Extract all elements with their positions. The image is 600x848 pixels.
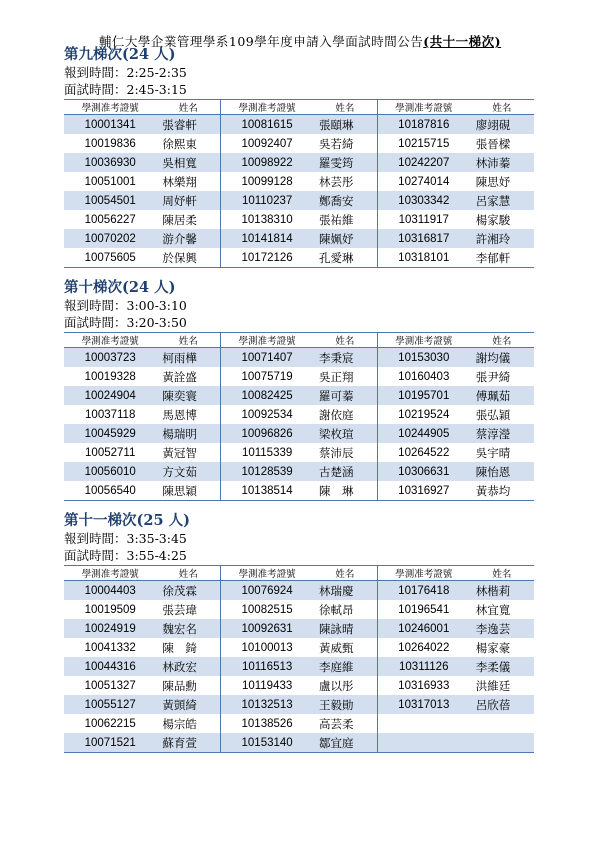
- schedule-table: [64, 565, 534, 753]
- interview-time: 面試時間：3:55-4:25: [64, 548, 187, 563]
- exam-id-cell: 10153030: [377, 348, 469, 368]
- student-name-cell: 楊瑞明: [156, 424, 220, 443]
- header-name: 姓名: [178, 336, 198, 347]
- student-name-cell: 林政宏: [156, 657, 220, 676]
- exam-id-cell: 10071407: [221, 348, 313, 368]
- exam-id-cell: 10036930: [64, 153, 156, 172]
- table-row: [64, 424, 534, 443]
- exam-id-cell: 10019509: [84, 603, 136, 616]
- student-name-cell: 李郁軒: [475, 252, 511, 265]
- header-id: 學測准考證號: [221, 333, 313, 348]
- header-name: 姓名: [335, 103, 355, 114]
- student-name-cell: 陳 琳: [319, 485, 354, 498]
- student-name-cell: 林沛蓁: [470, 153, 534, 172]
- exam-id-cell: 10196541: [377, 600, 469, 619]
- exam-id-cell: 10274014: [377, 172, 469, 191]
- table-body: [64, 581, 534, 753]
- header-id: 學測准考證號: [377, 100, 469, 115]
- header-name: 姓名: [335, 336, 355, 347]
- exam-id-cell: 10098922: [221, 153, 313, 172]
- student-name-cell: 楊家豪: [475, 642, 511, 655]
- table-row: [64, 462, 534, 481]
- student-name-cell: 陳奕寰: [156, 386, 220, 405]
- exam-id-cell: 10264022: [377, 638, 469, 657]
- table-header: [64, 100, 534, 115]
- exam-id-cell: 10099128: [221, 172, 313, 191]
- header-id: 學測准考證號: [221, 566, 313, 581]
- exam-id-cell: 10092631: [221, 619, 313, 638]
- student-name-cell: 方文茹: [156, 462, 220, 481]
- student-name-cell: 吳宇晴: [475, 447, 511, 460]
- student-name-cell: 林芸彤: [319, 176, 354, 189]
- exam-id-cell: 10100013: [221, 638, 313, 657]
- exam-id-cell: 10132513: [221, 695, 313, 714]
- student-name-cell: 傅珮茹: [470, 386, 534, 405]
- exam-id-cell: 10037118: [85, 408, 136, 421]
- exam-id-cell: 10075605: [84, 251, 136, 264]
- exam-id-cell: 10056010: [64, 462, 156, 481]
- exam-id-cell: 10119433: [221, 676, 313, 695]
- header-id: 學測准考證號: [81, 569, 139, 580]
- exam-id-cell: 10311126: [377, 657, 469, 676]
- student-name-cell: 吳正翔: [319, 371, 354, 384]
- exam-id-cell: [377, 714, 469, 733]
- exam-id-cell: 10115339: [221, 443, 313, 462]
- student-name-cell: 廖翊硯: [470, 115, 534, 135]
- student-name-cell: 呂欣蓓: [470, 695, 534, 714]
- exam-id-cell: 10116513: [221, 657, 313, 676]
- exam-id-cell: 10082425: [221, 386, 313, 405]
- session-11-section: [64, 512, 534, 753]
- student-name-cell: 陳居柔: [162, 214, 197, 227]
- session-10-section: [64, 279, 534, 501]
- report-time: 報到時間：3:35-3:45: [64, 531, 187, 546]
- exam-id-cell: 10242207: [377, 153, 469, 172]
- exam-id-cell: 10082515: [221, 600, 313, 619]
- exam-id-cell: 10318101: [377, 248, 469, 268]
- table-row: [64, 367, 534, 386]
- header-id: 學測准考證號: [221, 100, 313, 115]
- student-name-cell: 吳若綺: [319, 138, 354, 151]
- section-title: 第十梯次(24 人): [64, 279, 176, 296]
- exam-id-cell: 10317013: [377, 695, 469, 714]
- student-name-cell: 張睿軒: [156, 115, 220, 135]
- page-title-suffix: (共十一梯次): [423, 34, 502, 49]
- exam-id-cell: 10215715: [377, 134, 469, 153]
- exam-id-cell: 10141814: [221, 229, 313, 248]
- exam-id-cell: 10056540: [84, 484, 136, 497]
- student-name-cell: 黃冠智: [162, 447, 197, 460]
- header-id: 學測准考證號: [377, 333, 469, 348]
- student-name-cell: 蘇育萱: [156, 733, 220, 753]
- table-row: [64, 348, 534, 368]
- interview-time: 面試時間：2:45-3:15: [64, 82, 187, 97]
- report-time: 報到時間：2:25-2:35: [64, 65, 187, 80]
- exam-id-cell: [377, 733, 469, 753]
- table-row: [64, 481, 534, 501]
- student-name-cell: 古楚涵: [313, 462, 377, 481]
- header-id: 學測准考證號: [377, 566, 469, 581]
- table-row: [64, 638, 534, 657]
- exam-id-cell: 10138310: [221, 210, 313, 229]
- student-name-cell: 陳詠晴: [313, 619, 377, 638]
- exam-id-cell: 10303342: [377, 191, 469, 210]
- exam-id-cell: 10160403: [377, 367, 469, 386]
- student-name-cell: 許湘玲: [470, 229, 534, 248]
- exam-id-cell: 10138526: [221, 714, 313, 733]
- table-row: [64, 172, 534, 191]
- exam-id-cell: 10019328: [84, 370, 136, 383]
- interview-time: 面試時間：3:20-3:50: [64, 315, 187, 330]
- exam-id-cell: 10316933: [377, 676, 469, 695]
- exam-id-cell: 10003723: [64, 348, 156, 368]
- header-row: [64, 100, 534, 115]
- student-name-cell: 梁枚瑄: [313, 424, 377, 443]
- schedule-table: [64, 332, 534, 501]
- student-name-cell: 王毅勛: [313, 695, 377, 714]
- exam-id-cell: 10081615: [221, 115, 313, 135]
- exam-id-cell: 10054501: [64, 191, 156, 210]
- exam-id-cell: 10071521: [64, 733, 156, 753]
- student-name-cell: 羅雯筠: [313, 153, 377, 172]
- table-row: [64, 229, 534, 248]
- exam-id-cell: 10004403: [64, 581, 156, 601]
- schedule-table: [64, 99, 534, 268]
- student-name-cell: 陳思穎: [162, 485, 197, 498]
- student-name-cell: 林瑞慶: [313, 581, 377, 601]
- table-row: [64, 386, 534, 405]
- exam-id-cell: 10176418: [377, 581, 469, 601]
- student-name-cell: 黃顗綺: [156, 695, 220, 714]
- table-row: [64, 714, 534, 733]
- student-name-cell: 林宜寬: [475, 604, 511, 617]
- exam-id-cell: 10187816: [377, 115, 469, 135]
- table-row: [64, 443, 534, 462]
- student-name-cell: 林樂翔: [162, 176, 197, 189]
- exam-id-cell: 10138514: [221, 481, 313, 501]
- exam-id-cell: 10045929: [64, 424, 156, 443]
- student-name-cell: 李秉宸: [313, 348, 377, 368]
- exam-id-cell: 10311917: [377, 210, 469, 229]
- table-body: [64, 348, 534, 501]
- header-row: [64, 566, 534, 581]
- student-name-cell: 陳品勳: [162, 680, 197, 693]
- student-name-cell: 張晉樑: [475, 138, 511, 151]
- student-name-cell: 鄭喬安: [313, 191, 377, 210]
- student-name-cell: 周妤軒: [156, 191, 220, 210]
- student-name-cell: 羅可蓁: [313, 386, 377, 405]
- exam-id-cell: 10153140: [221, 733, 313, 753]
- exam-id-cell: 10052711: [85, 446, 136, 459]
- student-name-cell: 陳怡恩: [470, 462, 534, 481]
- exam-id-cell: 10055127: [64, 695, 156, 714]
- exam-id-cell: 10019836: [84, 137, 136, 150]
- report-time: 報到時間：3:00-3:10: [64, 298, 187, 313]
- student-name-cell: 張芸瑋: [162, 604, 197, 617]
- student-name-cell: 李庭維: [313, 657, 377, 676]
- exam-id-cell: 10195701: [377, 386, 469, 405]
- student-name-cell: 蔡沛辰: [319, 447, 354, 460]
- exam-id-cell: 10110237: [221, 191, 313, 210]
- table-row: [64, 733, 534, 753]
- student-name-cell: 黃恭均: [475, 485, 511, 498]
- exam-id-cell: 10092534: [221, 405, 313, 424]
- student-name-cell: 李柔儀: [470, 657, 534, 676]
- section-title: 第十一梯次(25 人): [64, 512, 190, 529]
- exam-id-cell: 10076924: [221, 581, 313, 601]
- exam-id-cell: 10316927: [377, 481, 469, 501]
- exam-id-cell: 10024919: [64, 619, 156, 638]
- table-body: [64, 115, 534, 268]
- header-id: 學測准考證號: [81, 336, 139, 347]
- student-name-cell: 黃詮盛: [162, 371, 197, 384]
- student-name-cell: 陳 錡: [162, 642, 197, 655]
- exam-id-cell: 10244905: [377, 424, 469, 443]
- student-name-cell: 洪維廷: [475, 680, 511, 693]
- table-row: [64, 191, 534, 210]
- student-name-cell: 柯雨樺: [156, 348, 220, 368]
- student-name-cell: 馬恩博: [162, 409, 197, 422]
- student-name-cell: 謝均儀: [470, 348, 534, 368]
- table-row: [64, 676, 534, 695]
- header-id: 學測准考證號: [81, 103, 139, 114]
- section-title: 第九梯次(24 人): [64, 46, 176, 63]
- header-name: 姓名: [178, 569, 198, 580]
- exam-id-cell: 10172126: [221, 248, 313, 268]
- header-name: 姓名: [492, 569, 512, 580]
- header-name: 姓名: [492, 336, 512, 347]
- student-name-cell: 李逸芸: [470, 619, 534, 638]
- student-name-cell: 於保興: [162, 252, 197, 265]
- student-name-cell: 陳姵妤: [313, 229, 377, 248]
- student-name-cell: 蔡淳瀅: [470, 424, 534, 443]
- exam-id-cell: 10024904: [64, 386, 156, 405]
- header-name: 姓名: [335, 569, 355, 580]
- student-name-cell: 游介馨: [156, 229, 220, 248]
- student-name-cell: [470, 714, 534, 733]
- table-row: [64, 600, 534, 619]
- student-name-cell: 陳思妤: [475, 176, 511, 189]
- table-row: [64, 134, 534, 153]
- student-name-cell: 盧以彤: [319, 680, 354, 693]
- table-row: [64, 657, 534, 676]
- student-name-cell: 孔愛琳: [319, 252, 354, 265]
- student-name-cell: [470, 733, 534, 753]
- table-header: [64, 566, 534, 581]
- header-name: 姓名: [492, 103, 512, 114]
- table-row: [64, 405, 534, 424]
- student-name-cell: 徐茂霖: [156, 581, 220, 601]
- table-row: [64, 581, 534, 601]
- exam-id-cell: 10264522: [377, 443, 469, 462]
- header-name: 姓名: [178, 103, 198, 114]
- exam-id-cell: 10219524: [377, 405, 469, 424]
- student-name-cell: 徐熙東: [162, 138, 197, 151]
- student-name-cell: 高芸柔: [319, 718, 354, 731]
- exam-id-cell: 10246001: [377, 619, 469, 638]
- exam-id-cell: 10056227: [84, 213, 136, 226]
- table-row: [64, 153, 534, 172]
- student-name-cell: 徐軾昂: [319, 604, 354, 617]
- table-row: [64, 115, 534, 135]
- header-row: [64, 333, 534, 348]
- student-name-cell: 張尹綺: [475, 371, 511, 384]
- table-row: [64, 695, 534, 714]
- exam-id-cell: 10070202: [64, 229, 156, 248]
- exam-id-cell: 10051001: [84, 175, 136, 188]
- exam-id-cell: 10092407: [221, 134, 313, 153]
- student-name-cell: 黃威甄: [319, 642, 354, 655]
- exam-id-cell: 10075719: [221, 367, 313, 386]
- session-9-section: [64, 46, 534, 268]
- exam-id-cell: 10051327: [84, 679, 136, 692]
- page-title-main: 輔仁大學企業管理學系109學年度申請入學面試時間公告: [98, 34, 424, 49]
- table-header: [64, 333, 534, 348]
- student-name-cell: 張弘穎: [475, 409, 511, 422]
- student-name-cell: 張頤琳: [313, 115, 377, 135]
- student-name-cell: 吳相寬: [156, 153, 220, 172]
- exam-id-cell: 10041332: [84, 641, 136, 654]
- table-row: [64, 210, 534, 229]
- table-row: [64, 619, 534, 638]
- student-name-cell: 楊宗皓: [162, 718, 197, 731]
- student-name-cell: 鄒宜庭: [313, 733, 377, 753]
- student-name-cell: 魏宏名: [156, 619, 220, 638]
- student-name-cell: 楊家駿: [475, 214, 511, 227]
- student-name-cell: 張祐維: [319, 214, 354, 227]
- student-name-cell: 呂家慧: [470, 191, 534, 210]
- exam-id-cell: 10062215: [84, 717, 136, 730]
- exam-id-cell: 10316817: [377, 229, 469, 248]
- exam-id-cell: 10001341: [64, 115, 156, 135]
- exam-id-cell: 10128539: [221, 462, 313, 481]
- exam-id-cell: 10096826: [221, 424, 313, 443]
- exam-id-cell: 10044316: [64, 657, 156, 676]
- exam-id-cell: 10306631: [377, 462, 469, 481]
- student-name-cell: 謝依庭: [319, 409, 354, 422]
- table-row: [64, 248, 534, 268]
- student-name-cell: 林楷莉: [470, 581, 534, 601]
